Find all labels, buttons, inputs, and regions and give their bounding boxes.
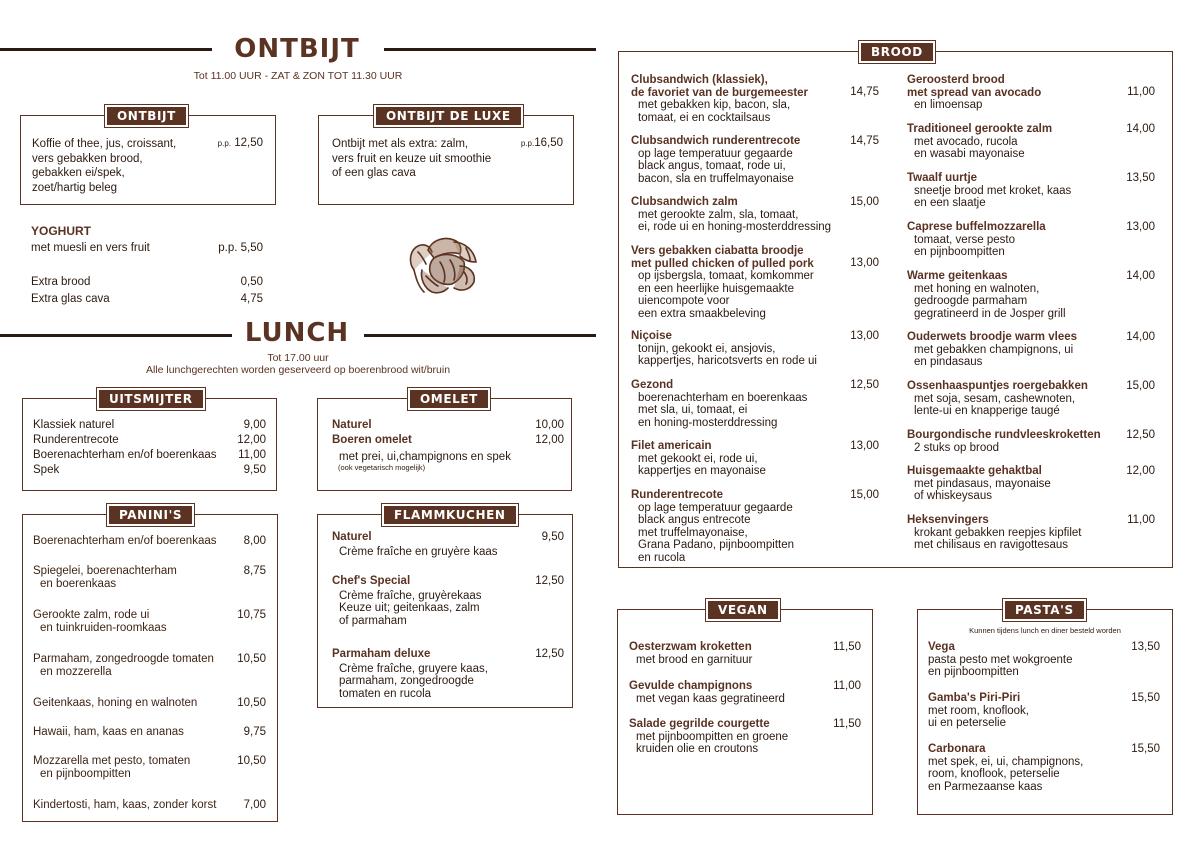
brood-item: Twaalf uurtje sneetje brood met kroket, kaas en een slaatje 13,50 bbox=[907, 172, 1155, 209]
panini-item: Spiegelei, boerenachterham en boerenkaas 8,75 bbox=[33, 565, 266, 590]
omelet-item-desc: met prei, ui,champignons en spek bbox=[339, 451, 511, 463]
brood-item: Filet americain met gekookt ei, rode ui, kappertjes en mayonaise 13,00 bbox=[631, 440, 879, 477]
flammkuchen-item: Chef's Special Crème fraîche, gruyèrekaas Keuze uit; geitenkaas, zalm of parmaham 12,50 bbox=[332, 575, 564, 627]
uitsmijter-item: Klassiek naturel 9,00 bbox=[33, 419, 266, 431]
vegan-item: Salade gegrilde courgette met pijnboompitten en groene kruiden olie en croutons 11,50 bbox=[629, 718, 861, 755]
brood-item: Gezond boerenachterham en boerenkaas met sla, ui, tomaat, ei en honing-mosterddressing 12,50 bbox=[631, 379, 879, 429]
ontbijt-subtitle: Tot 11.00 UUR - ZAT & ZON TOT 11.30 UUR bbox=[193, 70, 403, 82]
panini-item: Parmaham, zongedroogde tomaten en mozzerella 10,50 bbox=[33, 653, 266, 678]
ontbijt-deluxe-box bbox=[318, 109, 574, 205]
ontbijt-deluxe-price: p.p.16,50 bbox=[520, 137, 563, 149]
lunch-rule-right bbox=[364, 334, 596, 337]
yoghurt-title: YOGHURT bbox=[31, 224, 91, 238]
ontbijt-rule-left bbox=[0, 48, 212, 51]
brood-item: Ossenhaaspuntjes roergebakken met soja, sesam, cashewnoten, lente-ui en knapperige taugé 15,00 bbox=[907, 380, 1155, 417]
brood-item: Heksenvingers krokant gebakken reepjes kipfilet met chilisaus en ravigottesaus 11,00 bbox=[907, 514, 1155, 551]
pastas-box bbox=[917, 603, 1173, 815]
omelet-item: Boeren omelet 12,00 bbox=[332, 434, 564, 446]
vegan-box bbox=[617, 603, 873, 815]
uitsmijter-item: Runderentrecote 12,00 bbox=[33, 434, 266, 446]
panini-item: Gerookte zalm, rode ui en tuinkruiden-roomkaas 10,75 bbox=[33, 609, 266, 634]
brood-item: Niçoise tonijn, gekookt ei, ansjovis, kappertjes, haricotsverts en rode ui 13,00 bbox=[631, 330, 879, 367]
pasta-item: Carbonara met spek, ei, ui, champignons, room, knoflook, peterselie en Parmezaanse kaas 15,50 bbox=[928, 743, 1160, 793]
brood-item: Bourgondische rundvleeskroketten 2 stuks op brood 12,50 bbox=[907, 429, 1155, 454]
omelet-item: Naturel 10,00 bbox=[332, 419, 564, 431]
lunch-subtitle-2: Alle lunchgerechten worden geserveerd op boerenbrood wit/bruin bbox=[145, 364, 451, 376]
panini-item: Hawaii, ham, kaas en ananas 9,75 bbox=[33, 726, 266, 738]
brood-item: Runderentrecote op lage temperatuur gegaarde black angus entrecote met truffelmayonaise, Grana Padano, pijnboompitten en rucola 15,00 bbox=[631, 489, 879, 564]
ontbijt-price: p.p. 12,50 bbox=[217, 137, 263, 149]
omelet-tag: OMELET bbox=[408, 388, 490, 410]
croissant-illustration bbox=[404, 232, 484, 302]
brood-item: Ouderwets broodje warm vlees met gebakken champignons, ui en pindasaus 14,00 bbox=[907, 331, 1155, 368]
pasta-item: Gamba's Piri-Piri met room, knoflook, ui en peterselie 15,50 bbox=[928, 692, 1160, 729]
lunch-rule-left bbox=[0, 334, 232, 337]
ontbijt-title: ONTBIJT bbox=[234, 34, 360, 64]
brood-tag: BROOD bbox=[859, 41, 935, 63]
uitsmijter-item: Spek 9,50 bbox=[33, 464, 266, 476]
uitsmijter-box bbox=[22, 392, 277, 491]
brood-item: Vers gebakken ciabatta broodje met pulled chicken of pulled pork op ijsbergsla, tomaat, komkommer en een heerlijke huisgemaakte uiencompote voor een extra smaakbeleving 13,00 bbox=[631, 245, 879, 320]
vegan-item: Gevulde champignons met vegan kaas gegratineerd 11,00 bbox=[629, 680, 861, 705]
omelet-item-note: (ook vegetarisch mogelijk) bbox=[338, 463, 426, 472]
vegan-item: Oesterzwam kroketten met brood en garnituur 11,50 bbox=[629, 641, 861, 666]
brood-item: Traditioneel gerookte zalm met avocado, rucola en wasabi mayonaise 14,00 bbox=[907, 123, 1155, 160]
extra-brood-row: Extra brood 0,50 bbox=[31, 276, 263, 288]
ontbijt-box bbox=[20, 109, 276, 205]
panini-item: Mozzarella met pesto, tomaten en pijnboompitten 10,50 bbox=[33, 755, 266, 780]
brood-item: Geroosterd brood met spread van avocado en limoensap 11,00 bbox=[907, 74, 1155, 111]
panini-item: Geitenkaas, honing en walnoten 10,50 bbox=[33, 697, 266, 709]
pastas-tag: PASTA'S bbox=[1003, 599, 1086, 621]
brood-item: Warme geitenkaas met honing en walnoten, gedroogde parmaham gegratineerd in de Josper grill 14,00 bbox=[907, 270, 1155, 320]
ontbijt-deluxe-desc: Ontbijt met als extra: zalm, vers fruit en keuze uit smoothie of een glas cava bbox=[332, 138, 492, 179]
pasta-item: Vega pasta pesto met wokgroente en pijnboompitten 13,50 bbox=[928, 641, 1160, 678]
paninis-box bbox=[22, 508, 278, 822]
omelet-box bbox=[317, 392, 572, 491]
brood-item: Huisgemaakte gehaktbal met pindasaus, mayonaise of whiskeysaus 12,00 bbox=[907, 465, 1155, 502]
uitsmijter-item: Boerenachterham en/of boerenkaas 11,00 bbox=[33, 449, 266, 461]
ontbijt-deluxe-tag: ONTBIJT DE LUXE bbox=[374, 105, 523, 127]
paninis-tag: PANINI'S bbox=[107, 504, 194, 526]
panini-item: Kindertosti, ham, kaas, zonder korst 7,00 bbox=[33, 799, 266, 811]
pastas-note: Kunnen tijdens lunch en diner besteld worden bbox=[969, 626, 1121, 635]
uitsmijter-tag: UITSMIJTER bbox=[97, 388, 205, 410]
brood-item: Clubsandwich (klassiek), de favoriet van de burgemeester met gebakken kip, bacon, sla, tomaat, ei en cocktailsaus 14,75 bbox=[631, 74, 879, 124]
ontbijt-desc: Koffie of thee, jus, croissant, vers gebakken brood, gebakken ei/spek, zoet/hartig beleg bbox=[32, 138, 177, 194]
panini-item: Boerenachterham en/of boerenkaas 8,00 bbox=[33, 535, 266, 547]
brood-box bbox=[618, 45, 1173, 568]
brood-item: Clubsandwich runderentrecote op lage temperatuur gegaarde black angus, tomaat, rode ui, bacon, sla en truffelmayonaise 14,75 bbox=[631, 135, 879, 185]
ontbijt-rule-right bbox=[384, 48, 596, 51]
vegan-tag: VEGAN bbox=[706, 599, 780, 621]
extra-cava-row: Extra glas cava 4,75 bbox=[31, 293, 263, 305]
flammkuchen-item: Parmaham deluxe Crème fraîche, gruyere kaas, parmaham, zongedroogde tomaten en rucola 12,50 bbox=[332, 648, 564, 700]
ontbijt-tag: ONTBIJT bbox=[105, 105, 188, 127]
flammkuchen-tag: FLAMMKUCHEN bbox=[382, 504, 518, 526]
flammkuchen-item: Naturel Crème fraîche en gruyère kaas 9,50 bbox=[332, 531, 564, 558]
brood-item: Caprese buffelmozzarella tomaat, verse pesto en pijnboompitten 13,00 bbox=[907, 221, 1155, 258]
lunch-subtitle-1: Tot 17.00 uur bbox=[267, 352, 329, 364]
lunch-title: LUNCH bbox=[244, 318, 350, 348]
brood-item: Clubsandwich zalm met gerookte zalm, sla, tomaat, ei, rode ui en honing-mosterddressing 15,00 bbox=[631, 196, 879, 233]
yoghurt-row: met muesli en vers fruit p.p. 5,50 bbox=[31, 242, 263, 254]
flammkuchen-box bbox=[317, 508, 573, 708]
